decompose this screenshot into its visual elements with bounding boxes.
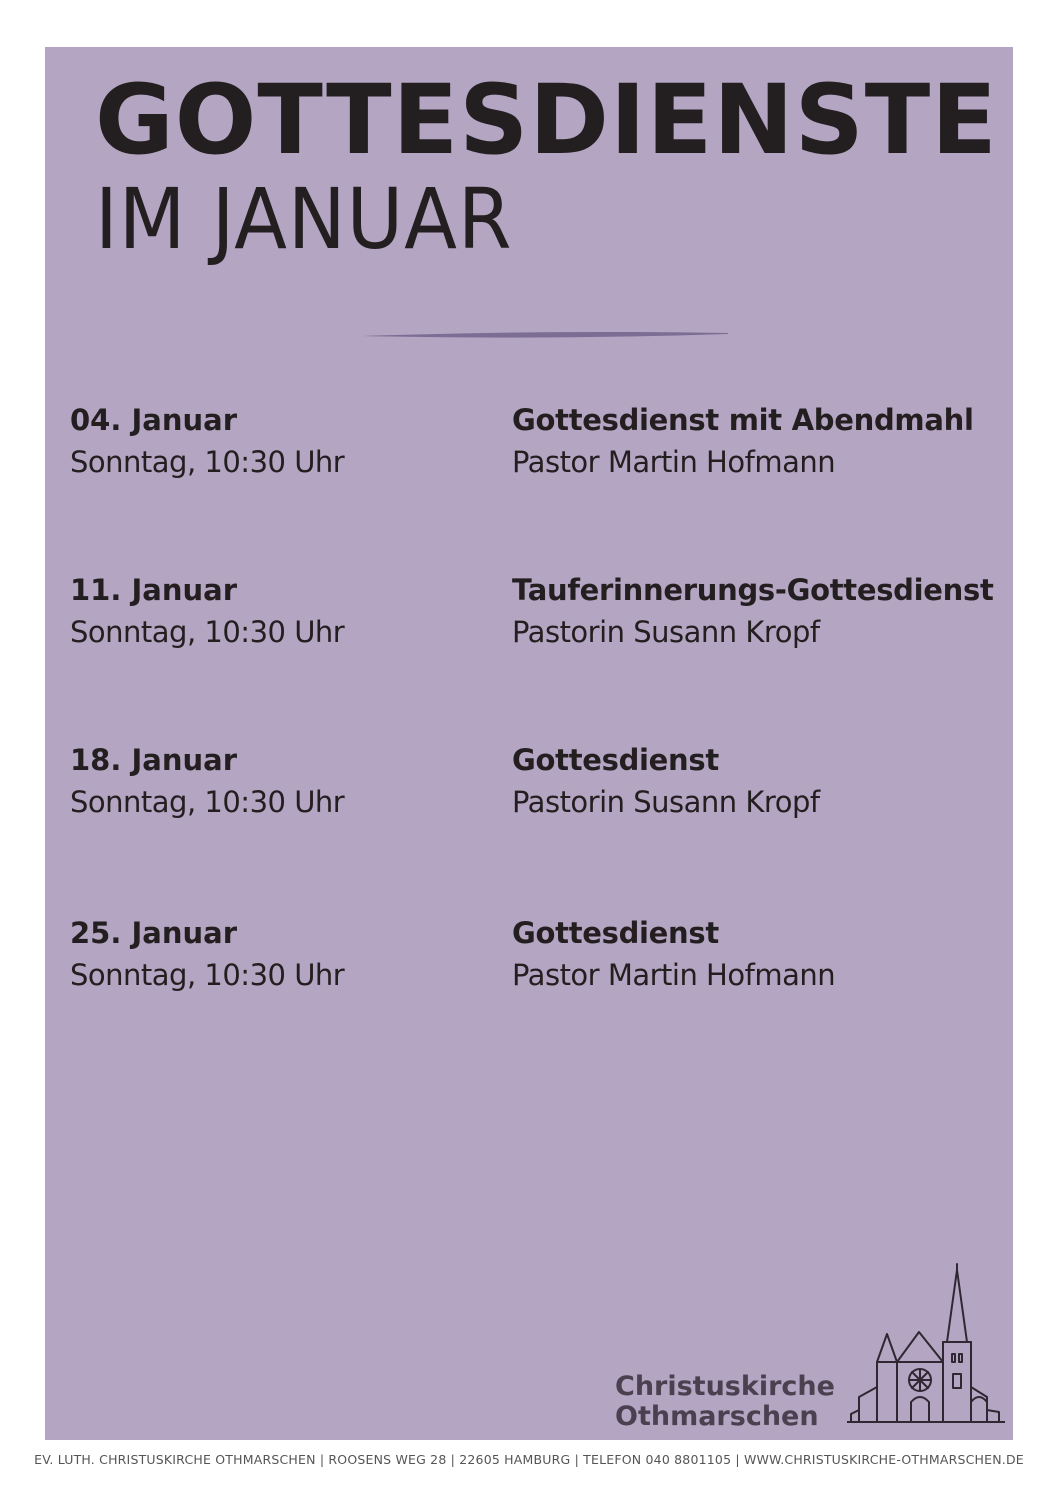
church-icon — [847, 1262, 1005, 1437]
service-time: Sonntag, 10:30 Uhr — [70, 445, 345, 479]
service-row — [70, 915, 1000, 1005]
service-title: Gottesdienst — [512, 743, 719, 777]
service-title: Gottesdienst mit Abendmahl — [512, 403, 974, 437]
logo-line-1: Christuskirche — [615, 1371, 835, 1402]
church-logo — [615, 1262, 1005, 1437]
service-date: 11. Januar — [70, 573, 237, 607]
page-subtitle: IM JANUAR — [95, 170, 513, 268]
service-row — [70, 402, 1000, 492]
service-pastor: Pastor Martin Hofmann — [512, 445, 836, 479]
service-time: Sonntag, 10:30 Uhr — [70, 958, 345, 992]
logo-line-2: Othmarschen — [615, 1401, 819, 1432]
service-pastor: Pastorin Susann Kropf — [512, 785, 820, 819]
service-date: 18. Januar — [70, 743, 237, 777]
service-title: Tauferinnerungs-Gottesdienst — [512, 573, 994, 607]
service-time: Sonntag, 10:30 Uhr — [70, 615, 345, 649]
logo-text — [615, 1372, 835, 1432]
poster — [45, 47, 1013, 1440]
service-pastor: Pastor Martin Hofmann — [512, 958, 836, 992]
divider — [363, 332, 728, 338]
service-time: Sonntag, 10:30 Uhr — [70, 785, 345, 819]
service-pastor: Pastorin Susann Kropf — [512, 615, 820, 649]
service-date: 04. Januar — [70, 403, 237, 437]
service-date: 25. Januar — [70, 916, 237, 950]
page-title: GOTTESDIENSTE — [95, 64, 998, 176]
service-title: Gottesdienst — [512, 916, 719, 950]
footer-address: EV. LUTH. CHRISTUSKIRCHE OTHMARSCHEN | ROOSENS WEG 28 | 22605 HAMBURG | TELEFON 040 8801105 | WWW.CHRISTUSKIRCHE-OTHMARSCHEN.DE — [34, 1452, 1024, 1467]
service-row — [70, 572, 1000, 662]
service-row — [70, 742, 1000, 832]
